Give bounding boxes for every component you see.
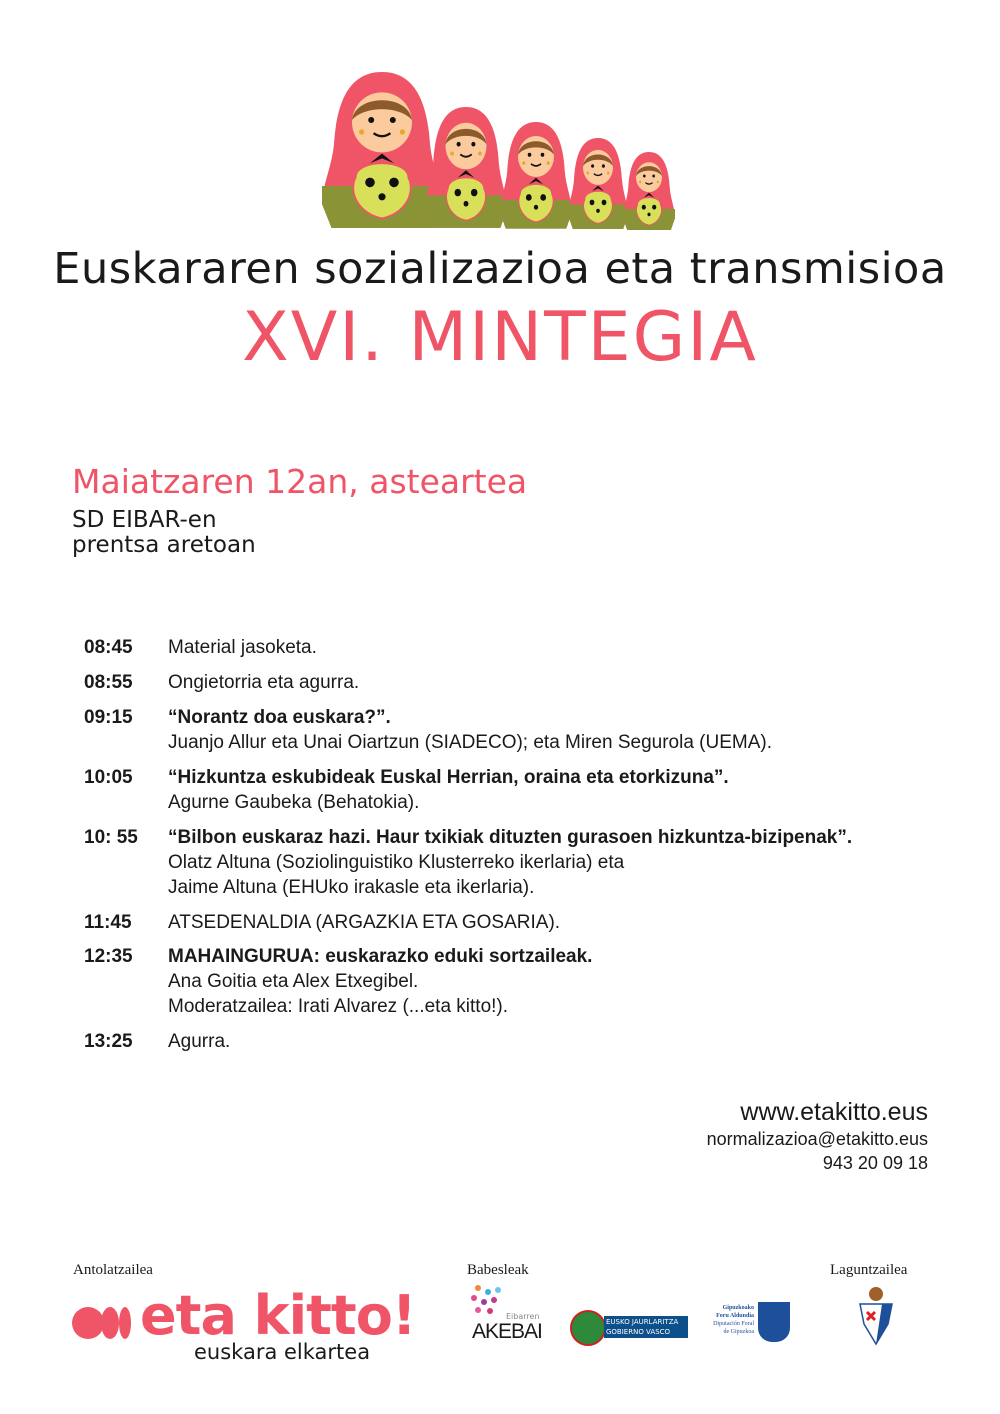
organizer-label: Antolatzailea [73,1262,153,1278]
schedule-time: 10: 55 [84,827,138,848]
schedule-description [168,910,928,935]
schedule-line: MAHAINGURUA: euskarazko eduki sortzaileak. [168,946,593,967]
collaborator-label: Laguntzailea [830,1262,908,1278]
schedule-line: Agurne Gaubeka (Behatokia). [168,792,420,813]
gv-shield-icon [570,1310,606,1346]
schedule-time: 08:45 [84,637,133,658]
schedule-line: “Norantz doa euskara?”. [168,707,391,728]
schedule-line: Agurra. [168,1031,231,1052]
schedule-description [168,705,928,755]
gfa-line: Diputación Foral [713,1321,754,1327]
akebai-logo [466,1284,542,1344]
schedule-description [168,765,928,815]
schedule-description [168,1029,928,1054]
schedule-description [168,635,928,660]
event-subtitle: XVI. MINTEGIA [242,298,758,377]
schedule-line: Jaime Altuna (EHUko irakasle eta ikerlaria). [168,877,535,898]
schedule-line: Material jasoketa. [168,637,317,658]
sd-eibar-crest-icon [858,1286,894,1346]
schedule-line: Juanjo Allur eta Unai Oiartzun (SIADECO); eta Miren Segurola (UEMA). [168,732,773,753]
circles-logo-icon [72,1306,134,1340]
schedule-line: ATSEDENALDIA (ARGAZKIA ETA GOSARIA). [168,912,561,933]
gipuzkoa-text [706,1304,754,1336]
logo-wordmark: eta kitto! [140,1284,416,1347]
schedule-time: 08:55 [84,672,133,693]
schedule-time: 13:25 [84,1031,133,1052]
gipuzkoa-shield-icon [758,1302,790,1342]
gv-line: EUSKO JAURLARITZA [606,1318,679,1326]
schedule-description [168,670,928,695]
phone-number: 943 20 09 18 [822,1153,928,1173]
akebai-small: Eibarren [506,1312,540,1321]
gv-line: GOBIERNO VASCO [606,1328,671,1336]
logo-subtitle: euskara elkartea [194,1340,371,1364]
akebai-text: AKEBAI [472,1320,542,1343]
akebai-dots-icon [470,1284,506,1314]
event-date: Maiatzaren 12an, asteartea [72,462,528,501]
schedule-line: Olatz Altuna (Soziolinguistiko Klusterreko ikerlaria) eta [168,852,625,873]
place-line: SD EIBAR-en [72,507,217,533]
contact-info [707,1097,928,1175]
website-link[interactable]: www.etakitto.eus [740,1098,928,1126]
gfa-line: Foru Aldundia [716,1313,754,1319]
schedule-time: 11:45 [84,912,132,933]
schedule-time: 09:15 [84,707,133,728]
event-place [72,508,256,558]
matryoshka-dolls-illustration [310,60,690,240]
schedule-line: “Bilbon euskaraz hazi. Haur txikiak dituzten gurasoen hizkuntza-bizipenak”. [168,827,853,848]
gfa-line: de Gipuzkoa [723,1329,754,1335]
place-line: prentsa aretoan [72,532,256,558]
email-link[interactable]: normalizazioa@etakitto.eus [706,1129,928,1149]
schedule-description [168,825,928,900]
sponsors-label: Babesleak [467,1262,529,1278]
schedule-line: Ana Goitia eta Alex Etxegibel. [168,971,419,992]
event-title: Euskararen sozializazioa eta transmisioa [53,244,947,294]
schedule-line: Ongietorria eta agurra. [168,672,360,693]
schedule-description [168,944,928,1019]
schedule-time: 10:05 [84,767,133,788]
schedule-line: Moderatzailea: Irati Alvarez (...eta kitto!). [168,996,509,1017]
gfa-line: Gipuzkoako [722,1305,754,1311]
schedule-time: 12:35 [84,946,133,967]
schedule-line: “Hizkuntza eskubideak Euskal Herrian, oraina eta etorkizuna”. [168,767,729,788]
